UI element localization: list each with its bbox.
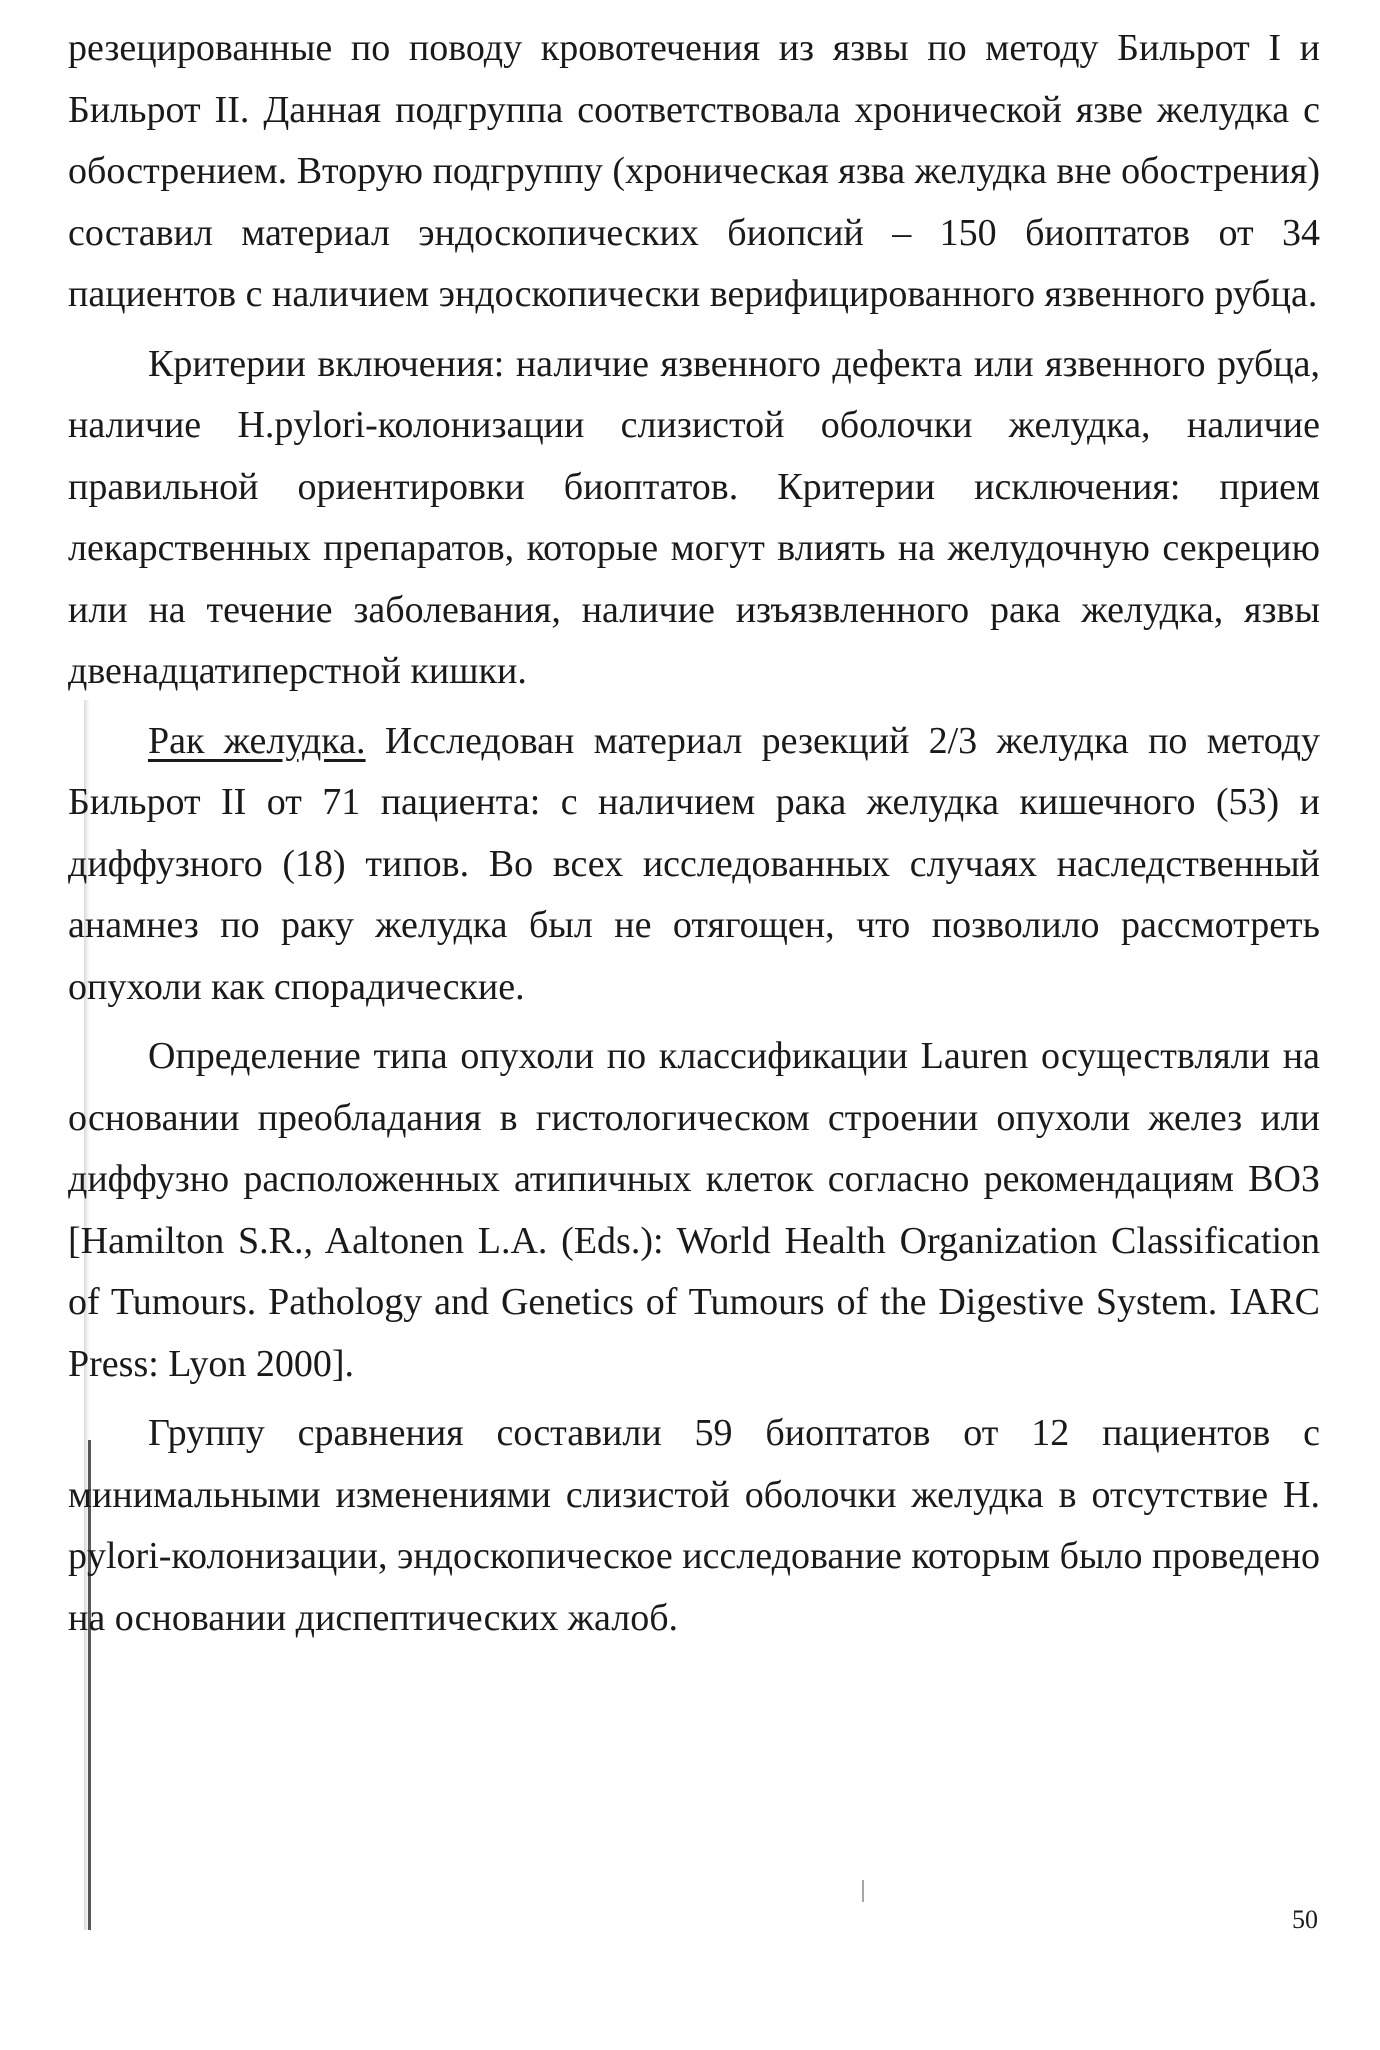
section-heading-gastric-cancer: Рак желудка. xyxy=(148,719,366,762)
paragraph-gastric-cancer-text: Исследован материал резекций 2/3 желудка по методу Бильрот II от 71 пациента: с наличием рака желудка кишечного (53) и диффузного (18) типов. Во всех исследованных случаях наследственный анамнез по раку желудка был не отягощен, что позволило рассмотреть опухоли как спорадические. xyxy=(68,719,1320,1008)
text-body xyxy=(68,18,1320,1649)
scan-speck xyxy=(862,1880,864,1902)
paragraph-gastric-cancer xyxy=(68,711,1320,1019)
page-number: 50 xyxy=(1292,1905,1318,1934)
paragraph-comparison-group: Группу сравнения составили 59 биоптатов от 12 пациентов с минимальными изменениями слизистой оболочки желудка в отсутствие H. pylori-колонизации, эндоскопическое исследование которым было проведено на основании диспептических жалоб. xyxy=(68,1412,1320,1639)
paragraph-lauren-classification: Определение типа опухоли по классификации Lauren осуществляли на основании преобладания в гистологическом строении опухоли желез или диффузно расположенных атипичных клеток согласно рекомендациям ВОЗ [Hamilton S.R., Aaltonen L.A. (Eds.): World Health Organization Classification of Tumours. Pathology and Genetics of Tumours of the Digestive System. IARC Press: Lyon 2000]. xyxy=(68,1035,1320,1385)
paragraph-ulcer-subgroups: резецированные по поводу кровотечения из язвы по методу Бильрот I и Бильрот II. Данная подгруппа соответствовала хронической язве желудка с обострением. Вторую подгруппу (хроническая язва желудка вне обострения) составил материал эндоскопических биопсий – 150 биоптатов от 34 пациентов с наличием эндоскопически верифицированного язвенного рубца. xyxy=(68,27,1320,315)
paragraph-inclusion-criteria: Критерии включения: наличие язвенного дефекта или язвенного рубца, наличие H.pylori-колонизации слизистой оболочки желудка, наличие правильной ориентировки биоптатов. Критерии исключения: прием лекарственных препаратов, которые могут влиять на желудочную секрецию или на течение заболевания, наличие изъязвленного рака желудка, язвы двенадцатиперстной кишки. xyxy=(68,342,1320,692)
